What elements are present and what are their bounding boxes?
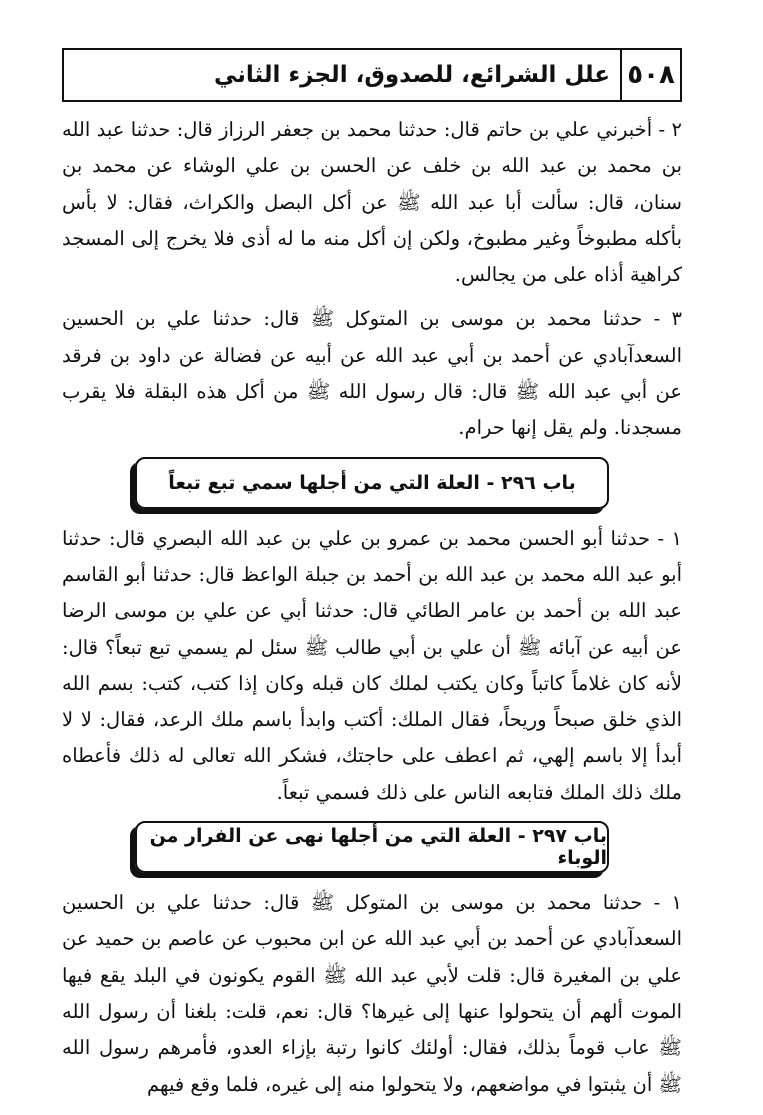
hadith-paragraph-3: ١ - حدثنا أبو الحسن محمد بن عمرو بن علي بن عبد الله البصري قال: حدثنا أبو عبد الله محمد بن عبد الله بن أحمد بن جبلة الواعظ قال: حدثنا أبو القاسم عبد الله بن أحمد بن عامر الطائي قال: حدثنا أبي عن علي بن موسى الرضا عن أبيه عن آبائه ﷺ أن علي بن أبي طالب ﷺ سئل لم يسمي تبع تبعاً؟ قال: لأنه كان غلاماً كاتباً وكان يكتب لملك كان قبله وكان إذا كتب، كتب: بسم الله الذي خلق صبحاً وريحاً، فقال الملك: أكتب وابدأ باسم ملك الرعد، فقال: لا لا أبدأ إلا باسم إلهي، ثم اعطف على حاجتك، فشكر الله تعالى له ذلك فأعطاه ملك ذلك الملك فتابعه الناس على ذلك فسمي تبعاً. xyxy=(62,526,682,804)
hadith-paragraph-2: ٣ - حدثنا محمد بن موسى بن المتوكل ﷺ قال: حدثنا علي بن الحسين السعدآبادي عن أحمد بن أبي عبد الله عن أبيه عن فضالة عن داود بن فرقد عن أبي عبد الله ﷺ قال: قال رسول الله ﷺ من أكل هذه البقلة فلا يقرب مسجدنا. ولم يقل إنها حرام. xyxy=(62,307,682,440)
book-title: علل الشرائع، للصدوق، الجزء الثاني xyxy=(213,62,610,88)
chapter-heading-296: باب ٢٩٦ - العلة التي من أجلها سمي تبع تبعاً xyxy=(135,457,609,509)
page-number: ٥٠٨ xyxy=(620,50,680,100)
document-page xyxy=(62,48,682,1103)
chapter-heading-297: باب ٢٩٧ - العلة التي من أجلها نهى عن الفرار من الوباء xyxy=(135,821,609,873)
hadith-paragraph-1: ٢ - أخبرني علي بن حاتم قال: حدثنا محمد بن جعفر الرزاز قال: حدثنا عبد الله بن محمد بن عبد الله بن خلف عن الحسن بن علي الوشاء عن محمد بن سنان، قال: سألت أبا عبد الله ﷺ عن أكل البصل والكراث، فقال: لا بأس بأكله مطبوخاً وغير مطبوخ، ولكن إن أكل منه ما له أذى فلا يخرج إلى المسجد كراهية أذاه على من يجالس. xyxy=(62,118,682,287)
hadith-paragraph-4: ١ - حدثنا محمد بن موسى بن المتوكل ﷺ قال: حدثنا علي بن الحسين السعدآبادي عن أحمد بن أبي عبد الله عن ابن محبوب عن عاصم بن حميد عن علي بن المغيرة قال: قلت لأبي عبد الله ﷺ القوم يكونون في البلد يقع فيها الموت ألهم أن يتحولوا عنها إلى غيرها؟ قال: نعم، قلت: بلغنا أن رسول الله ﷺ عاب قوماً بذلك، فقال: أولئك كانوا رتبة بإزاء العدو، فأمرهم رسول الله ﷺ أن يثبتوا في مواضعهم، ولا يتحولوا منه إلى غيره، فلما وقع فيهم xyxy=(62,891,682,1096)
page-header xyxy=(62,48,682,102)
